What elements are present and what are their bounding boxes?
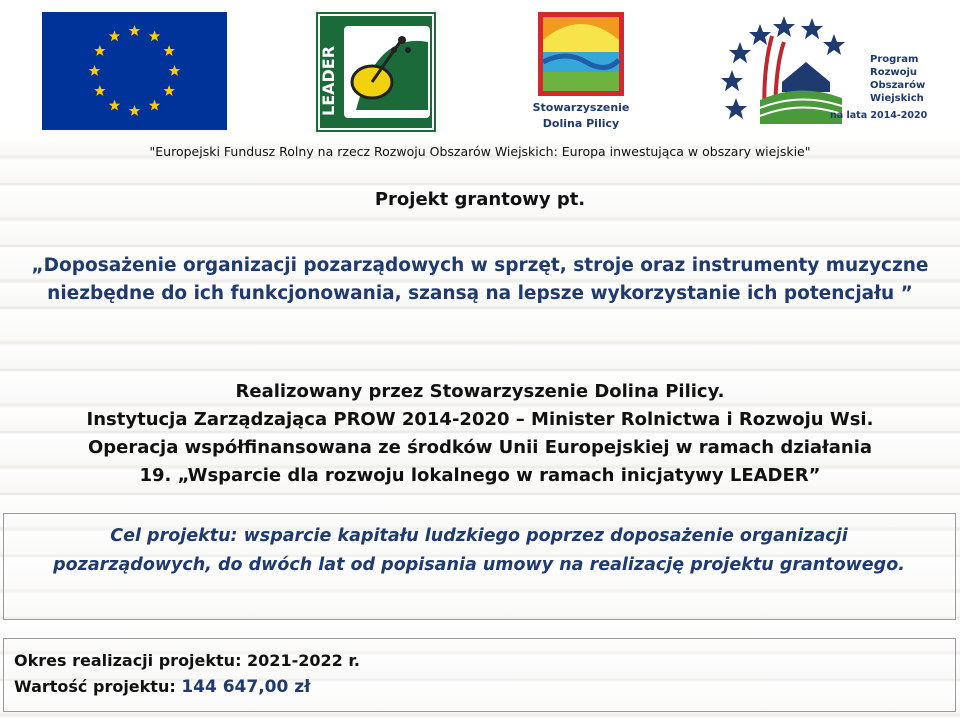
eu-flag-icon [42,12,227,130]
info-box [3,638,956,712]
prow-logo-icon [720,12,930,130]
project-label: Projekt grantowy pt. [374,189,586,210]
prow-logo-line1: Program [870,54,919,65]
prow-logo-subtitle: na lata 2014-2020 [830,110,928,121]
value-amount: 144 647,00 zł [181,677,311,697]
leader-logo-icon [316,12,436,132]
logos-bar [0,0,960,142]
realized-block [20,378,940,490]
dolina-logo-line2: Dolina Pilicy [542,117,620,130]
value-label: Wartość projektu: [14,677,182,696]
realized-line-4: 19. „Wsparcie dla rozwoju lokalnego w ramach inicjatywy LEADER” [139,465,821,486]
realized-line-3: Operacja współfinansowana ze środków Unii Europejskiej w ramach działania [87,437,873,458]
prow-logo-line2: Rozwoju [870,67,918,78]
goal-text: Cel projektu: wsparcie kapitału ludzkiego poprzez doposażenie organizacji pozarządowych, do dwóch lat od popisania umowy na realizację projektu grantowego. [53,526,905,575]
dolina-logo-line1: Stowarzyszenie [532,101,630,114]
realized-line-2: Instytucja Zarządzająca PROW 2014-2020 – Minister Rolnictwa i Rozwoju Wsi. [86,409,874,430]
fund-line: "Europejski Fundusz Rolny na rzecz Rozwoju Obszarów Wiejskich: Europa inwestująca w obszary wiejskie" [149,144,811,159]
leader-logo-text: LEADER [319,45,338,116]
prow-logo-line4: Wiejskich [870,93,924,104]
prow-logo-line3: Obszarów [870,80,926,91]
realized-line-1: Realizowany przez Stowarzyszenie Dolina Pilicy. [235,381,725,402]
period-line: Okres realizacji projektu: 2021-2022 r. [14,651,360,670]
value-line [14,677,310,697]
dolina-pilicy-logo-icon [526,10,636,134]
goal-box [3,513,956,620]
project-title: „Doposażenie organizacji pozarządowych w sprzęt, stroje oraz instrumenty muzyczne niezbędne do ich funkcjonowania, szansą na lepsze wykorzystanie ich potencjału ” [31,255,929,304]
